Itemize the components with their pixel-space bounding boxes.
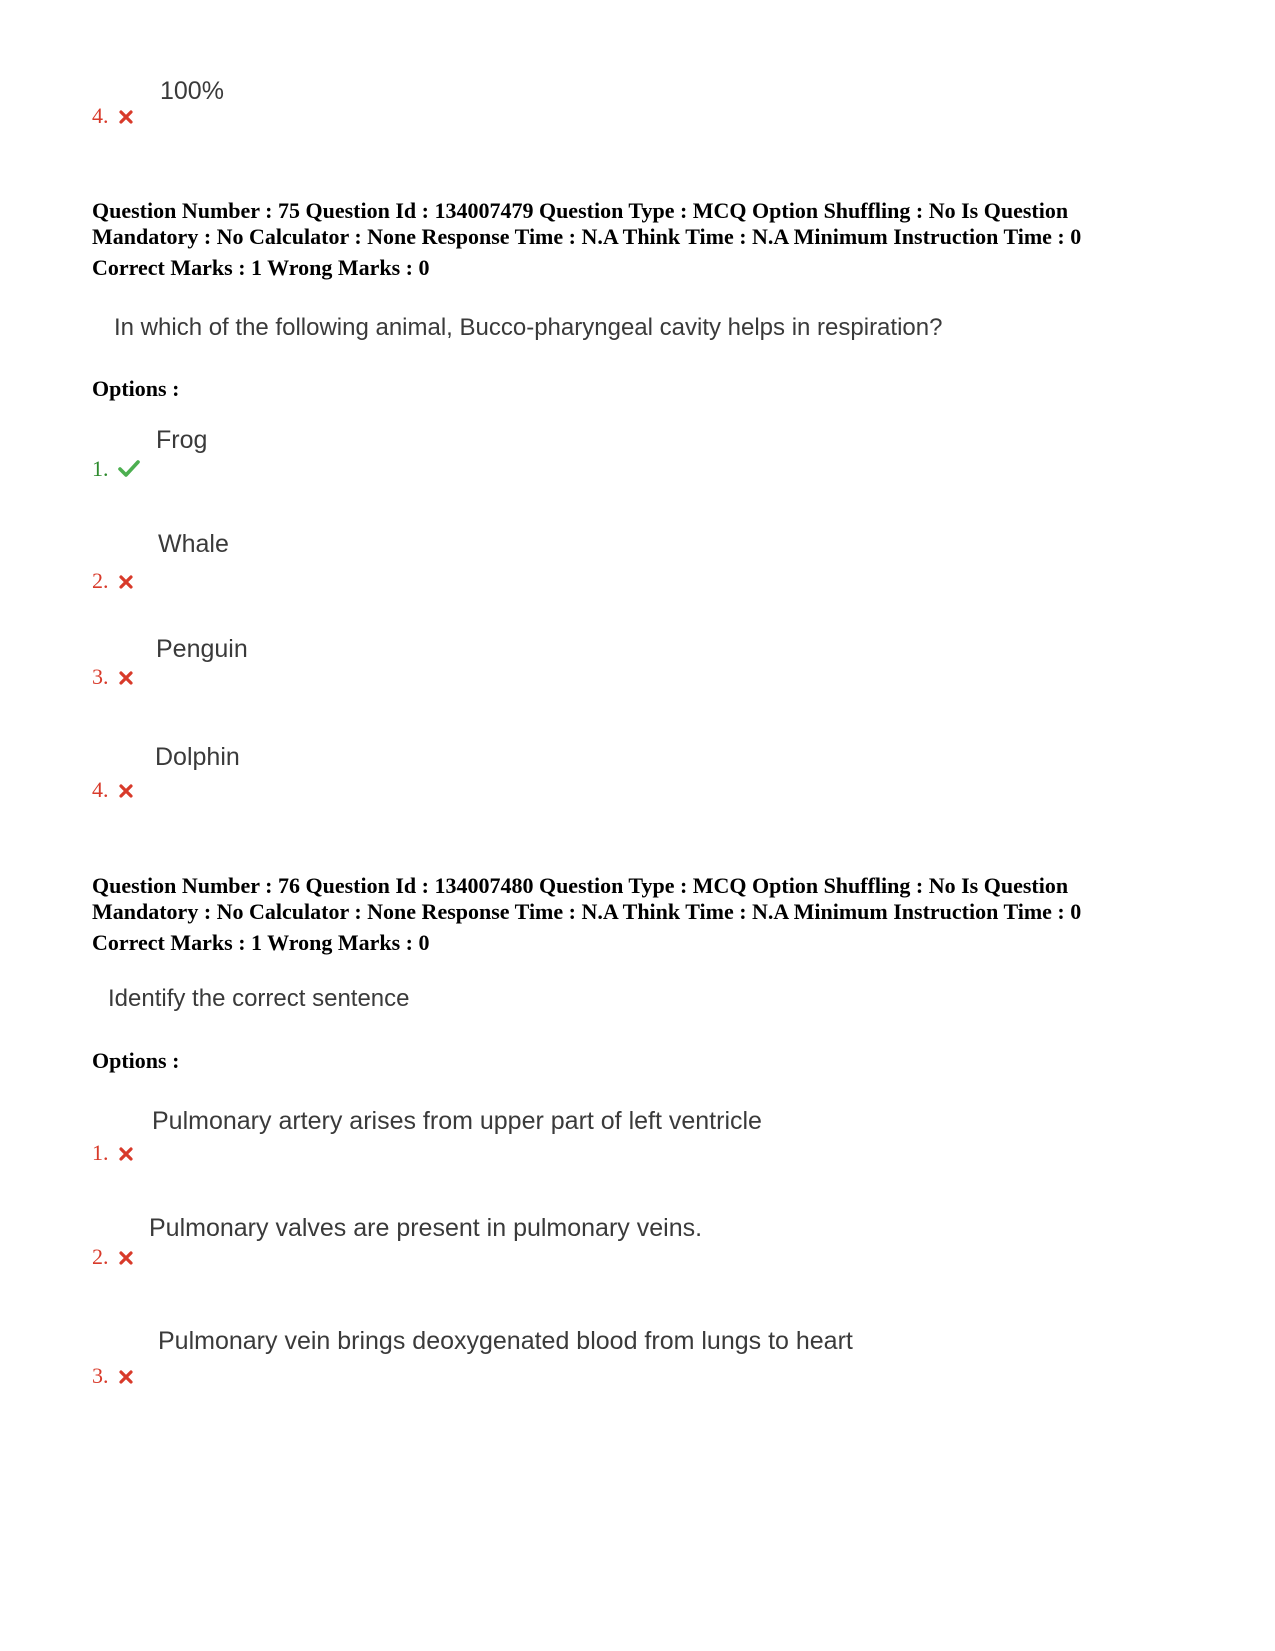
- option-text: Dolphin: [155, 743, 240, 771]
- option-number: 3.: [92, 664, 109, 689]
- options-label: Options :: [92, 376, 180, 401]
- option-number: 4.: [92, 103, 109, 128]
- option-number-row: [92, 1364, 134, 1390]
- option-number: 2.: [92, 568, 109, 593]
- cross-mark-icon: [118, 780, 134, 804]
- option-number: 4.: [92, 777, 109, 802]
- option-number-row: [92, 104, 134, 130]
- cross-mark-icon: [118, 1366, 134, 1390]
- option-number-row: [92, 569, 134, 595]
- option-number: 3.: [92, 1363, 109, 1388]
- option-text: Whale: [158, 530, 229, 558]
- option-number: 1.: [92, 456, 109, 481]
- question-meta-line-2: Mandatory : No Calculator : None Response Time : N.A Think Time : N.A Minimum Instruction Time : 0: [92, 224, 1082, 249]
- cross-mark-icon: [118, 1143, 134, 1167]
- option-text: Pulmonary vein brings deoxygenated blood from lungs to heart: [158, 1327, 853, 1355]
- question-meta-line-1: Question Number : 76 Question Id : 134007480 Question Type : MCQ Option Shuffling : No Is Question: [92, 873, 1069, 898]
- option-text: 100%: [160, 77, 224, 105]
- question-marks: Correct Marks : 1 Wrong Marks : 0: [92, 930, 430, 955]
- option-number-row: [92, 665, 134, 691]
- option-number: 2.: [92, 1244, 109, 1269]
- cross-mark-icon: [118, 106, 134, 130]
- option-text: Penguin: [156, 635, 248, 663]
- option-number-row: [92, 1141, 134, 1167]
- option-text: Pulmonary artery arises from upper part of left ventricle: [152, 1107, 762, 1135]
- check-mark-icon: [118, 459, 140, 483]
- question-meta-line-1: Question Number : 75 Question Id : 134007479 Question Type : MCQ Option Shuffling : No Is Question: [92, 198, 1069, 223]
- cross-mark-icon: [118, 1247, 134, 1271]
- option-text: Pulmonary valves are present in pulmonary veins.: [149, 1214, 703, 1242]
- question-text: In which of the following animal, Bucco-pharyngeal cavity helps in respiration?: [114, 314, 943, 341]
- option-number-row: [92, 778, 134, 804]
- option-number-row: [92, 1245, 134, 1271]
- option-number-row: [92, 457, 140, 483]
- cross-mark-icon: [118, 571, 134, 595]
- option-number: 1.: [92, 1140, 109, 1165]
- option-text: Frog: [156, 426, 208, 454]
- question-marks: Correct Marks : 1 Wrong Marks : 0: [92, 255, 430, 280]
- cross-mark-icon: [118, 667, 134, 691]
- question-meta-line-2: Mandatory : No Calculator : None Response Time : N.A Think Time : N.A Minimum Instruction Time : 0: [92, 899, 1082, 924]
- question-text: Identify the correct sentence: [108, 985, 410, 1012]
- options-label: Options :: [92, 1048, 180, 1073]
